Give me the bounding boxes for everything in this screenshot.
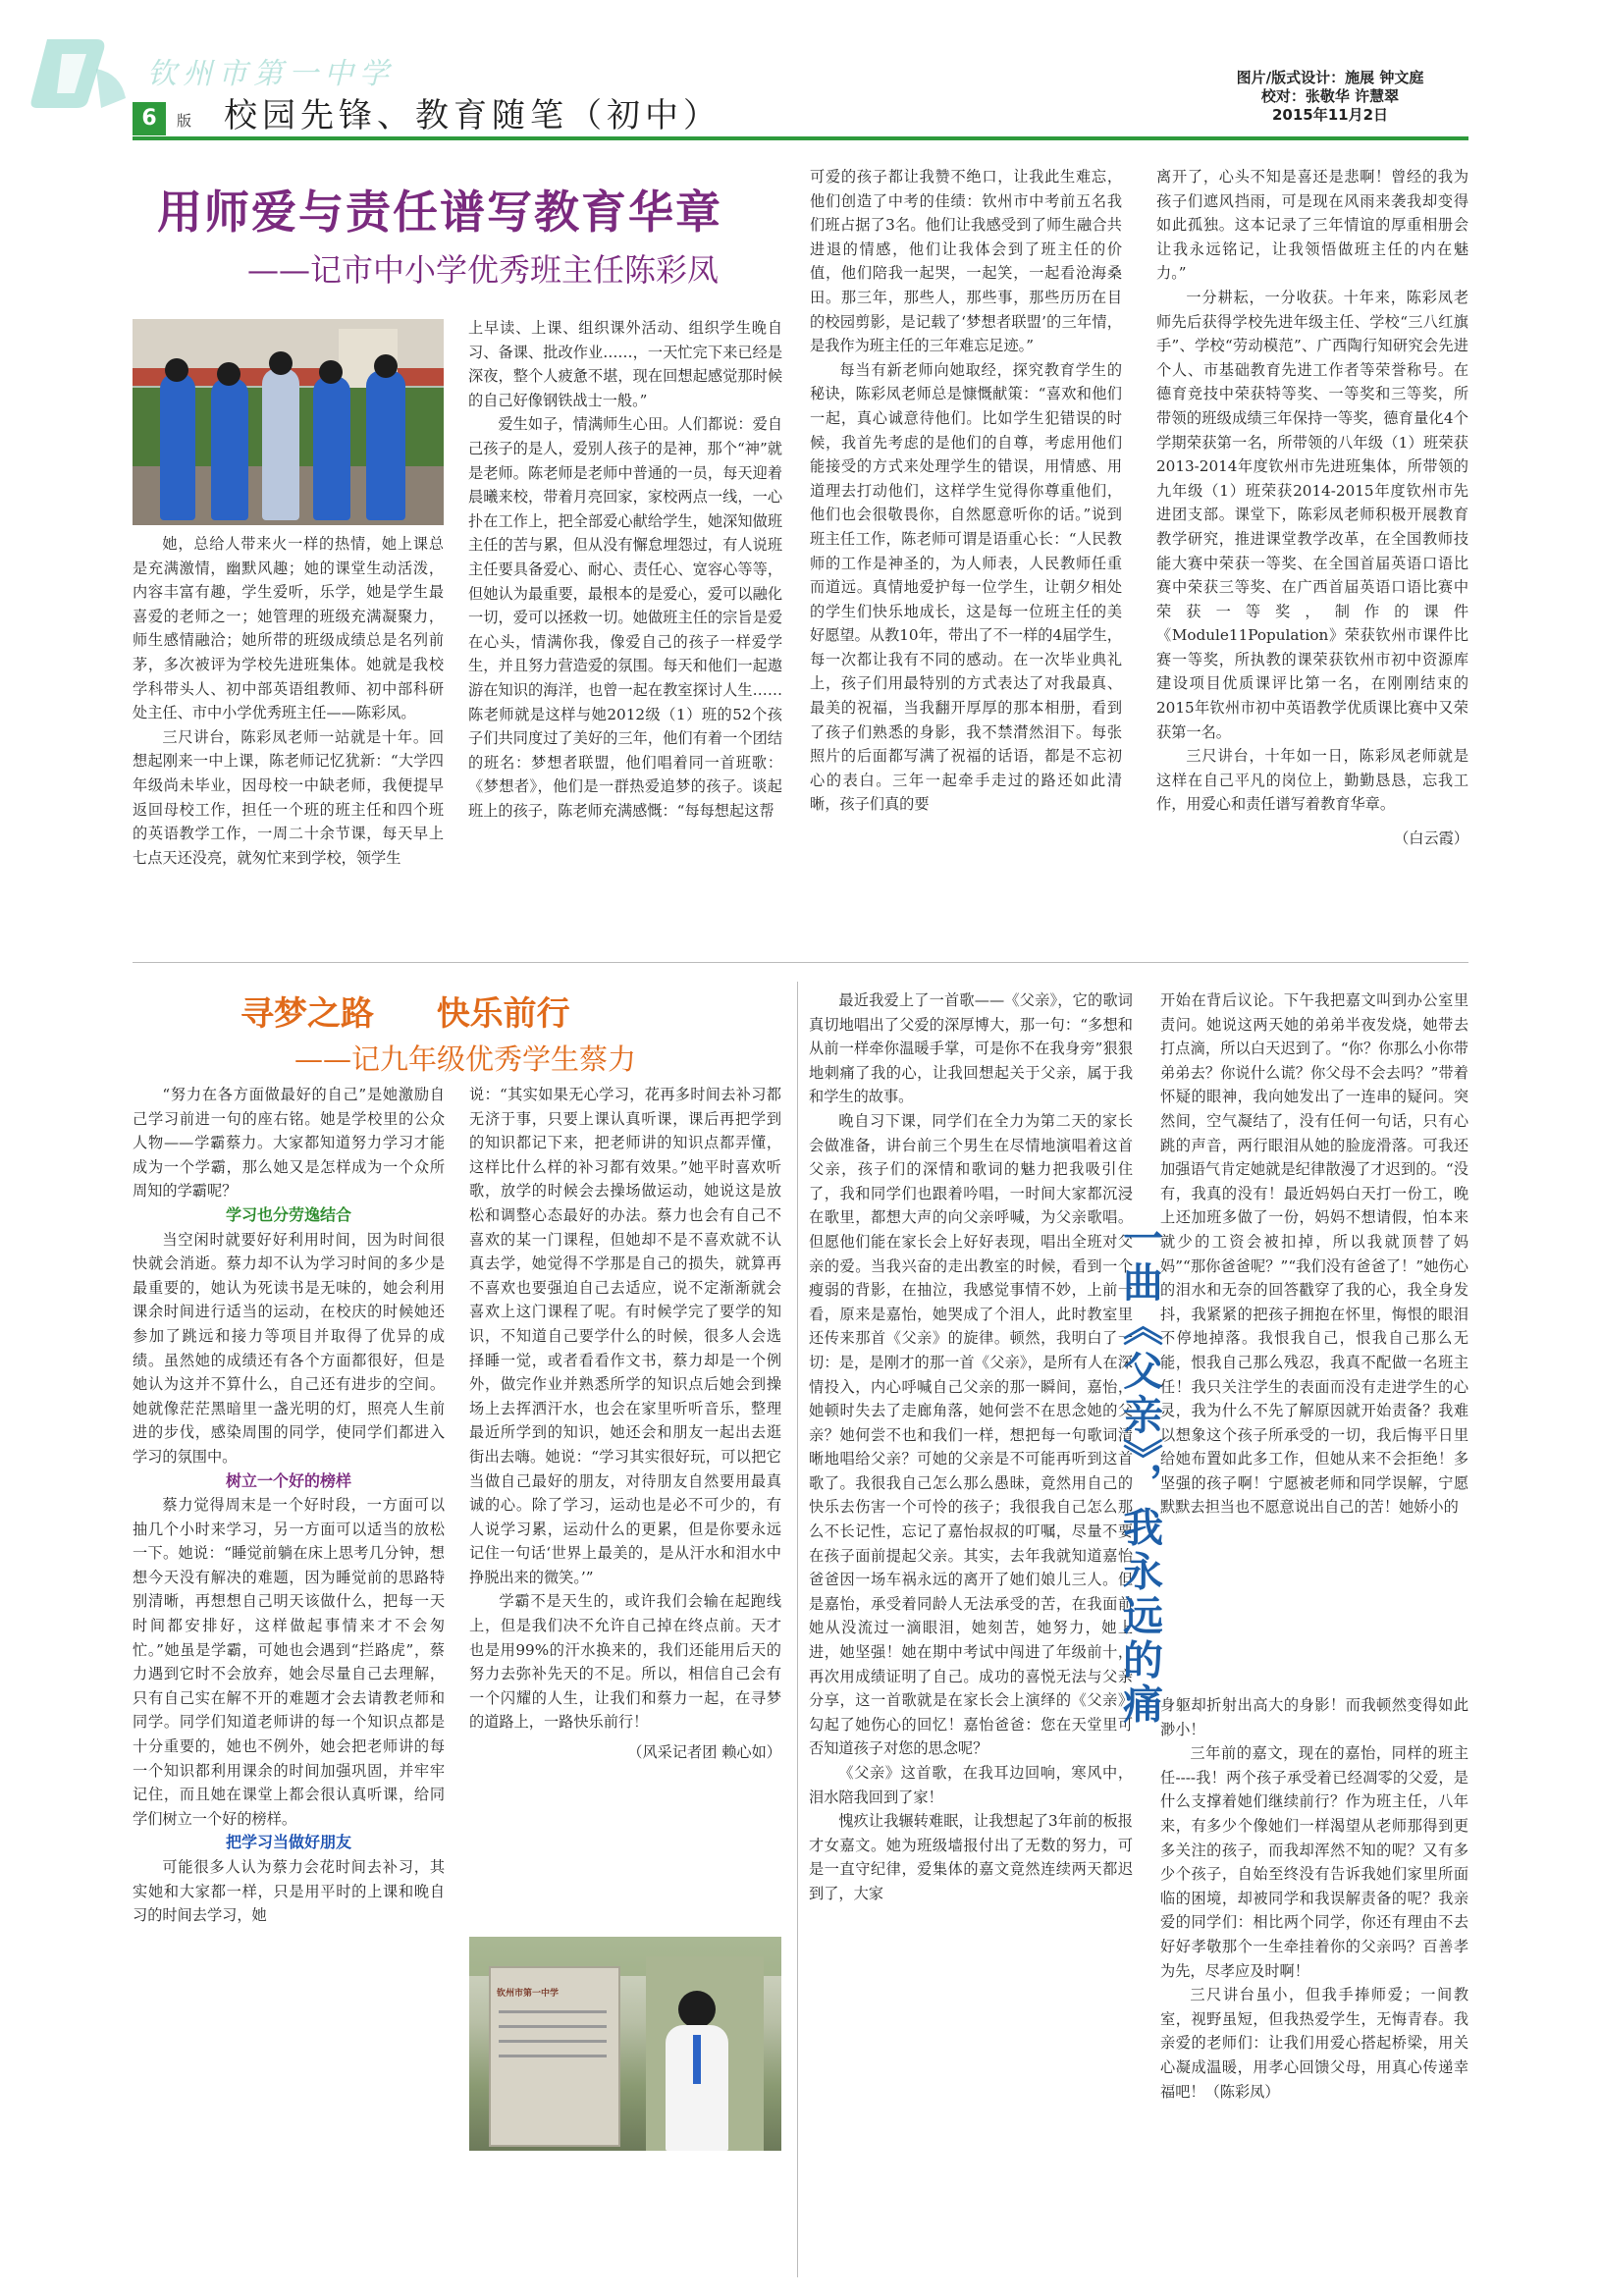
paragraph: 可能很多人认为蔡力会花时间去补习，其实她和大家都一样，只是用平时的上课和晚自习的时间去学习，她 bbox=[133, 1858, 445, 1925]
paragraph: 离开了，心头不知是喜还是悲啊！曾经的我为孩子们遮风挡雨，可是现在风雨来袭我却变得如此孤独。这本记录了三年情谊的厚重相册会让我永远铭记，让我领悟做班主任的内在魅力。” bbox=[1156, 168, 1468, 283]
paragraph: 开始在背后议论。下午我把嘉文叫到办公室里责问。她说这两天她的弟弟半夜发烧，她带去打点滴，所以白天迟到了。“你？你那么小你带弟弟去？你说什么谎？你父母不会去吗？”带着怀疑的眼神，我向她发出了一连串的疑问。突然间，空气凝结了，没有任何一句话，只有心跳的声音，两行眼泪从她的脸庞滑落。可我还加强语气肯定她就是纪律散漫了才迟到的。“没有，我真的没有！最近妈妈白天打一份工，晚上还加班多做了一份，妈妈不想请假，怕本来就少的工资会被扣掉，所以我就顶替了妈妈”“那你爸爸呢？”“我们没有爸爸了！”她伤心的泪水和无奈的回答戳穿了我的心，我全身发抖，我紧紧的把孩子拥抱在怀里，悔恨的眼泪不停地掉落。我恨我自己，恨我自己那么无能，恨我自己那么残忍，我真不配做一名班主任！我只关注学生的表面而没有走进学生的心灵，我为什么不先了解原因就开始责备？我难以想象这个孩子所承受的一切，我后悔平日里给她布置如此多工作，但她从来不会拒绝！多坚强的孩子啊！宁愿被老师和同学误解，宁愿默默去担当也不愿意说出自己的苦！她娇小的 bbox=[1160, 991, 1468, 1517]
section-title: 校园先锋、教育随笔（初中） bbox=[224, 96, 721, 135]
paragraph: 可爱的孩子都让我赞不绝口，让我此生难忘，他们创造了中考的佳绩：钦州市中考前五名我们班占据了3名。他们让我感受到了师生融合共进退的情感，他们让我体会到了班主任的价值，他们陪我一起哭，一起笑，一起看沧海桑田。那三年，那些人，那些事，那些历历在目的校园剪影，是记载了‘梦想者联盟’的三年情，是我作为班主任的三年难忘足迹。” bbox=[810, 168, 1122, 355]
issue-date: 2015年11月2日 bbox=[1271, 106, 1389, 124]
article-3-col-2b bbox=[1160, 1693, 1468, 2276]
masthead bbox=[0, 0, 1601, 147]
paragraph: 学霸不是天生的，或许我们会输在起跑线上，但是我们决不允许自己掉在终点前。天才也是用99%的汗水换来的，我们还能用后天的努力去弥补先天的不足。所以，相信自己会有一个闪耀的人生，让我们和蔡力一起，在寻梦的道路上，一路快乐前行！ bbox=[469, 1592, 781, 1732]
article-1-author: （白云霞） bbox=[1394, 829, 1468, 848]
paragraph: 一分耕耘，一分收获。十年来，陈彩凤老师先后获得学校先进年级主任、学校“三八红旗手”、学校“劳动模范”、广西陶行知研究会先进个人、市基础教育先进工作者等荣誉称号。在德育竞技中荣获特等奖、一等奖和三等奖，所带领的班级成绩三年保持一等奖，德育量化4个学期荣获第一名，所带领的八年级（1）班荣获2013-2014年度钦州市先进班集体，所带领的九年级（1）班荣获2014-2015年度钦州市先进团支部。课堂下，陈彩凤老师积极开展教育教学研究，推进课堂教学改革，在全国教师技能大赛中荣获一等奖、在全国首届英语口语比赛中荣获三等奖、在广西首届英语口语比赛中荣获一等奖，制作的课件《Module11Population》荣获钦州市课件比赛一等奖，所执教的课荣获钦州市初中资源库建设项目优质课评比第一名，在刚刚结束的2015年钦州市初中英语教学优质课比赛中又荣获第一名。 bbox=[1156, 288, 1468, 741]
article-2-heading-3: 把学习当做好朋友 bbox=[225, 1833, 351, 1852]
credits-proofread: 校对：张敬华 许慧翠 bbox=[1260, 87, 1400, 105]
article-3-col-1 bbox=[809, 988, 1133, 2276]
paragraph: 晚自习下课，同学们在全力为第二天的家长会做准备，讲台前三个男生在尽情地演唱着这首父亲，孩子们的深情和歌词的魅力把我吸引住了，我和同学们也跟着吟唱，一时间大家都沉浸在歌里，都想大声的向父亲呼喊，为父亲歌唱。但愿他们能在家长会上好好表现，唱出全班对父亲的爱。当我兴奋的走出教室的时候，看到一个瘦弱的背影，在抽泣，我感觉事情不妙，上前一看，原来是嘉怡，她哭成了个泪人，此时教室里还传来那首《父亲》的旋律。顿然，我明白了一切：是，是刚才的那一首《父亲》，是所有人在深情投入，内心呼喊自己父亲的那一瞬间，嘉怡，她顿时失去了走廊角落，她何尝不在思念她的父亲？她何尝不也和我们一样，想把每一句歌词清晰地唱给父亲？可她的父亲是不可能再听到这首歌了。我很我自己怎么那么愚昧，竟然用自己的快乐去伤害一个可怜的孩子；我很我自己怎么那么不长记性，忘记了嘉怡叔叔的叮嘱，尽量不要在孩子面前提起父亲。其实，去年我就知道嘉怡爸爸因一场车祸永远的离开了她们娘儿三人。但是嘉怡，承受着同龄人无法承受的苦，在我面前她从没流过一滴眼泪，她刻苦，她努力，她上进，她坚强！她在期中考试中闯进了年级前十，再次用成绩证明了自己。成功的喜悦无法与父亲分享，这一首歌就是在家长会上演绎的《父亲》勾起了她伤心的回忆！嘉怡爸爸：您在天堂里可否知道孩子对您的思念呢？ bbox=[809, 1111, 1133, 1758]
paragraph: 三尺讲台，陈彩凤老师一站就是十年。回想起刚来一中上课，陈老师记忆犹新：“大学四年级尚未毕业，因母校一中缺老师，我便提早返回母校工作，担任一个班的班主任和四个班的英语教学工作，一周二十余节课，每天早上七点天还没亮，就匆忙来到学校，领学生 bbox=[133, 727, 444, 867]
article-2-title-part-2: 快乐前行 bbox=[436, 994, 570, 1034]
paragraph: 愧疚让我辗转难眠，让我想起了3年前的板报才女嘉文。她为班级墙报付出了无数的努力，可是一直守纪律，爱集体的嘉文竟然连续两天都迟到了，大家 bbox=[809, 1812, 1133, 1902]
article-1-col-4 bbox=[1156, 165, 1468, 950]
article-3-col-2a bbox=[1160, 988, 1468, 1692]
article-2 bbox=[0, 967, 795, 2282]
article-1-col-3 bbox=[810, 165, 1122, 950]
article-1-col-2 bbox=[468, 316, 782, 949]
paragraph: 她，总给人带来火一样的热情，她上课总是充满激情，幽默风趣；她的课堂生动活泼，内容丰富有趣，学生爱听，乐学，她是学生最喜爱的老师之一；她管理的班级充满凝聚力，师生感情融洽；她所带的班级成绩总是名列前茅，多次被评为学校先进班集体。她就是我校学科带头人、初中部英语组教师、初中部科研处主任、市中小学优秀班主任——陈彩凤。 bbox=[133, 535, 444, 722]
paragraph: 说：“其实如果无心学习，花再多时间去补习都无济于事，只要上课认真听课，课后再把学到的知识都记下来，把老师讲的知识点都弄懂，这样比什么样的补习都有效果。”她平时喜欢听歌，放学的时候会去操场做运动，她说这是放松和调整心态最好的办法。蔡力也会有自己不喜欢的某一门课程，但她却不是不喜欢就不认真去学，她觉得不学那是自己的损失，就算再不喜欢也要强迫自己去适应，说不定渐渐就会喜欢上这门课程了呢。有时候学完了要学的知识，不知道自己要学什么的时候，很多人会选择睡一觉，或者看看作文书，蔡力却是一个例外，做完作业并熟悉所学的知识点后她会到操场上去挥洒汗水，也会在家里听听音乐，整理最近所学到的知识，她还会和朋友一起出去逛街出去嗨。她说：“学习其实很好玩，可以把它当做自己最好的朋友，对待朋友自然要用最真诚的心。除了学习，运动也是必不可少的，有人说学习累，运动什么的更累，但是你要永远记住一句话‘世界上最美的，是从汗水和泪水中挣脱出来的微笑。’” bbox=[469, 1086, 781, 1586]
paragraph: 最近我爱上了一首歌——《父亲》，它的歌词真切地唱出了父爱的深厚博大，那一句：“多想和从前一样牵你温暖手掌，可是你不在我身旁”狠狠地刺痛了我的心，让我回想起关于父亲，属于我和学生的故事。 bbox=[809, 991, 1133, 1106]
page-number-badge bbox=[133, 102, 166, 135]
article-1-photo bbox=[133, 319, 444, 525]
article-2-photo bbox=[469, 1937, 781, 2151]
paragraph: 身躯却折射出高大的身影！而我顿然变得如此渺小！ bbox=[1160, 1696, 1468, 1738]
paragraph: 当空闲时就要好好利用时间，因为时间很快就会消逝。蔡力却不认为学习时间的多少是最重要的，她认为死读书是无味的，她会利用课余时间进行适当的运动，在校庆的时候她还参加了跳远和接力等项目并取得了优异的成绩。虽然她的成绩还有各个方面都很好，但是她认为这并不算什么，自己还有进步的空间。她就像茫茫黑暗里一盏光明的灯，照亮人生前进的步伐，感染周围的同学，使同学们都进入学习的氛围中。 bbox=[133, 1230, 445, 1466]
paragraph: 三尺讲台虽小，但我手捧师爱；一间教室，视野虽短，但我热爱学生，无悔青春。我亲爱的老师们：让我们用爱心搭起桥梁，用关心凝成温暖，用孝心回馈父母，用真心传递幸福吧！（陈彩凤） bbox=[1160, 1986, 1468, 2101]
article-1 bbox=[0, 147, 1601, 952]
paragraph: “努力在各方面做最好的自己”是她激励自己学习前进一句的座右铭。她是学校里的公众人物——学霸蔡力。大家都知道努力学习才能成为一个学霸，那么她又是怎样成为一个众所周知的学霸呢？ bbox=[133, 1086, 445, 1201]
article-2-col-2 bbox=[469, 1083, 781, 1902]
paragraph: 上早读、上课、组织课外活动、组织学生晚自习、备课、批改作业……，一天忙完下来已经是深夜，整个人疲惫不堪，现在回想起感觉那时候的自己好像钢铁战士一般。” bbox=[468, 319, 782, 409]
paragraph: 爱生如子，情满师生心田。人们都说：爱自己孩子的是人，爱别人孩子的是神，那个“神”就是老师。陈老师是老师中普通的一员，每天迎着晨曦来校，带着月亮回家，家校两点一线，一心扑在工作上，把全部爱心献给学生，她深知做班主任的苦与累，但从没有懈怠埋怨过，有人说班主任要具备爱心、耐心、责任心、宽容心等等，但她认为最重要，最根本的是爱心，爱可以融化一切，爱可以拯救一切。她做班主任的宗旨是爱在心头，情满你我，像爱自己的孩子一样爱学生，并且努力营造爱的氛围。每天和他们一起遨游在知识的海洋，也曾一起在教室探讨人生……陈老师就是这样与她2012级（1）班的52个孩子们共同度过了美好的三年，他们有着一个团结的班名：梦想者联盟，他们唱着同一首班歌：《梦想者》，他们是一群热爱追梦的孩子。谈起班上的孩子，陈老师充满感慨：“每每想起这帮 bbox=[468, 415, 782, 820]
article-2-col-1 bbox=[133, 1083, 445, 2275]
article-2-title-part-1: 寻梦之路 bbox=[240, 994, 374, 1034]
article-1-subtitle: ——记市中小学优秀班主任陈彩凤 bbox=[247, 251, 720, 289]
paragraph: 三尺讲台，十年如一日，陈彩凤老师就是这样在自己平凡的岗位上，勤勤恳恳，忘我工作，用爱心和责任谱写着教育华章。 bbox=[1156, 747, 1468, 814]
logo-text: 钦州市第一中学 bbox=[147, 57, 395, 91]
credits-design: 图片/版式设计：施展 钟文庭 bbox=[1236, 69, 1424, 86]
article-3 bbox=[797, 967, 1484, 2282]
article-2-heading-2: 树立一个好的榜样 bbox=[225, 1470, 351, 1490]
article-2-author: （风采记者团 赖心如） bbox=[627, 1743, 781, 1762]
article-1-title: 用师爱与责任谱写教育华章 bbox=[157, 186, 722, 239]
article-3-title: 一曲《父亲》，我永远的痛 bbox=[1116, 1217, 1163, 1728]
paragraph: 每当有新老师向她取经，探究教育学生的秘诀，陈彩凤老师总是慷慨献策：“喜欢和他们一起，真心诚意待他们。比如学生犯错误的时候，我首先考虑的是他们的自尊，考虑用他们能接受的方式来处理学生的错误，用情感、用道理去打动他们，这样学生觉得你尊重他们，他们也会很敬畏你，自然愿意听你的话。”说到班主任工作，陈老师可谓是语重心长：“人民教师的工作是神圣的，为人师表，人民教师任重而道远。真情地爱护每一位学生，让朝夕相处的学生们快乐地成长，这是每一位班主任的美好愿望。从教10年，带出了不一样的4届学生，每一次都让我有不同的感动。在一次毕业典礼上，孩子们用最特别的方式表达了对我最真、最美的祝福，当我翻开厚厚的那本相册，看到了孩子们熟悉的身影，我不禁潸然泪下。每张照片的后面都写满了祝福的话语，都是不忘初心的表白。三年一起牵手走过的路还如此清晰，孩子们真的要 bbox=[810, 360, 1122, 814]
page-number: 6 bbox=[141, 106, 157, 131]
paragraph: 三年前的嘉文，现在的嘉怡，同样的班主任----我！两个孩子承受着已经凋零的父爱，是什么支撑着她们继续前行？作为班主任，八年来，有多少个像她们一样渴望从老师那得到更多关注的孩子，而我却浑然不知的呢？又有多少个孩子，自始至终没有告诉我她们家里所面临的困境，却被同学和我误解责备的呢？我亲爱的同学们：相比两个同学，你还有理由不去好好孝敬那个一生牵挂着你的父亲吗？百善孝为先，尽孝应及时啊！ bbox=[1160, 1744, 1468, 1980]
article-1-col-1 bbox=[133, 532, 444, 949]
school-logo-icon bbox=[27, 29, 135, 118]
paragraph: 蔡力觉得周末是一个好时段，一方面可以抽几个小时来学习，另一方面可以适当的放松一下。她说：“睡觉前躺在床上思考几分钟，想想今天没有解决的难题，因为睡觉前的思路特别清晰，再想想自己明天该做什么，把每一天时间都安排好，这样做起事情来才不会匆忙。”她虽是学霸，可她也会遇到“拦路虎”，蔡力遇到它时不会放弃，她会尽量自己去理解，只有自己实在解不开的难题才会去请教老师和同学。同学们知道老师讲的每一个知识点都是十分重要的，她也不例外，她会把老师讲的每一个知识都利用课余的时间加强巩固，并牢牢记住，而且她在课堂上都会很认真听课，给同学们树立一个好的榜样。 bbox=[133, 1496, 445, 1828]
article-2-title bbox=[240, 987, 570, 1035]
page-label: 版 bbox=[177, 112, 192, 130]
credits bbox=[1198, 69, 1463, 125]
article-2-heading-1: 学习也分劳逸结合 bbox=[225, 1204, 351, 1224]
paragraph: 《父亲》这首歌，在我耳边回响，寒风中，泪水陪我回到了家！ bbox=[809, 1764, 1133, 1806]
sign-text: 钦州市第一中学 bbox=[497, 1989, 560, 1999]
section-divider bbox=[133, 962, 1468, 963]
masthead-rule bbox=[133, 136, 1468, 140]
article-2-subtitle: ——记九年级优秀学生蔡力 bbox=[294, 1042, 637, 1076]
